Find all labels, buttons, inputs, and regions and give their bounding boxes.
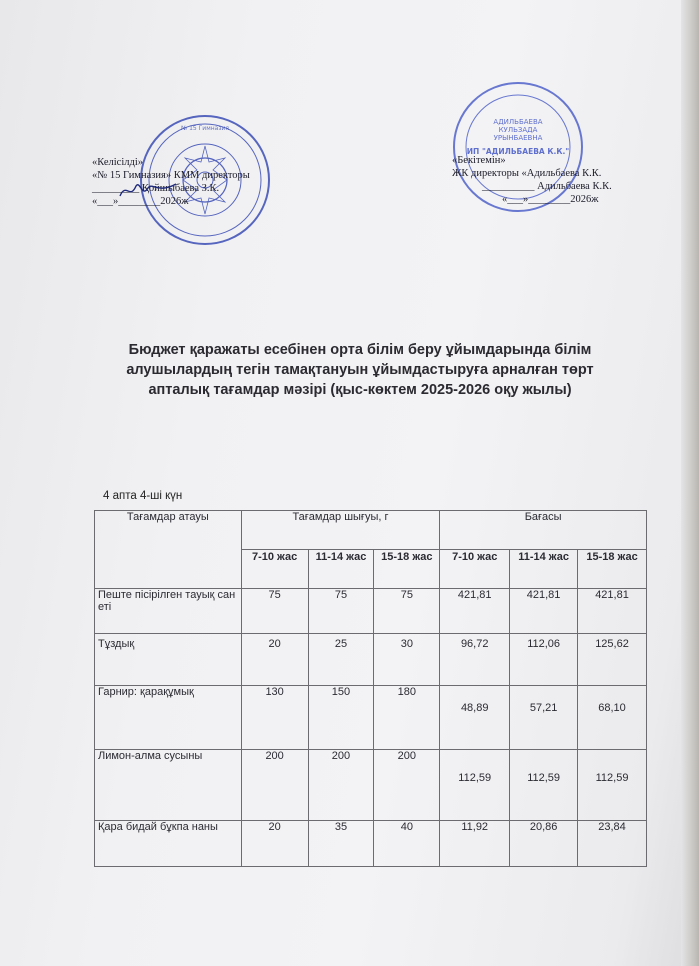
age-group-header: 15-18 жас: [578, 550, 647, 589]
document-title: Бюджет қаражаты есебінен орта білім беру ұйымдарында білім алушылардың тегін тамақтануын ұйымдастыруға арналған төрт апталық тағамдар мәзірі (қыс-көктем 2025-2026 оқу жылы): [126, 342, 594, 398]
header-dish-name: Тағамдар атауы: [95, 511, 242, 589]
approval-left-line2: «№ 15 Гимназия» КММ директоры: [92, 170, 250, 181]
yield-cell: 150: [308, 686, 374, 750]
age-group-header: 7-10 жас: [440, 550, 510, 589]
price-cell: 23,84: [578, 821, 647, 867]
dish-name: Пеште пісірілген тауық сан еті: [95, 589, 242, 634]
price-cell: 96,72: [440, 634, 510, 686]
table-row: [95, 821, 647, 867]
approval-right-line4: «___»________2026ж: [502, 194, 599, 205]
age-group-header: 15-18 жас: [374, 550, 440, 589]
price-cell: 112,06: [510, 634, 578, 686]
approval-left-line4: «___»________2026ж: [92, 196, 189, 207]
menu-table: [94, 510, 647, 867]
approval-left-line1: «Келісілді»: [92, 157, 143, 168]
price-cell: 112,59: [440, 750, 510, 821]
dish-name: Тұздық: [95, 634, 242, 686]
yield-cell: 130: [241, 686, 308, 750]
dish-name: Лимон-алма сусыны: [95, 750, 242, 821]
price-cell: 112,59: [578, 750, 647, 821]
seal-name1: АДИЛЬБАЕВА: [493, 118, 543, 126]
yield-cell: 20: [241, 821, 308, 867]
yield-cell: 75: [374, 589, 440, 634]
yield-cell: 30: [374, 634, 440, 686]
yield-cell: 40: [374, 821, 440, 867]
price-cell: 421,81: [578, 589, 647, 634]
table-row: [95, 686, 647, 750]
approval-left-line3: _________ Қойшыбаева З.К.: [92, 183, 220, 194]
price-cell: 68,10: [578, 686, 647, 750]
price-cell: 57,21: [510, 686, 578, 750]
day-label: 4 апта 4-ші күн: [103, 490, 183, 502]
approval-right-line3: __________ Адильбаева К.К.: [482, 181, 612, 192]
seal-name2: КУЛЬЗАДА: [498, 126, 538, 134]
yield-cell: 200: [241, 750, 308, 821]
yield-cell: 25: [308, 634, 374, 686]
price-cell: 421,81: [440, 589, 510, 634]
approval-right-line1: «Бекітемін»: [452, 155, 506, 166]
seal-text: № 15 Гимназия: [180, 125, 230, 132]
price-cell: 11,92: [440, 821, 510, 867]
yield-cell: 200: [374, 750, 440, 821]
approval-right: [452, 154, 612, 206]
approval-right-line2: ЖК директоры «Адильбаева К.К.: [452, 168, 602, 179]
seal-name3: УРЫНБАЕВНА: [493, 134, 543, 142]
signature-left: [118, 178, 178, 202]
yield-cell: 20: [241, 634, 308, 686]
price-cell: 112,59: [510, 750, 578, 821]
table-row: [95, 750, 647, 821]
dish-name: Қара бидай бұкпа наны: [95, 821, 242, 867]
table-row: [95, 634, 647, 686]
dish-name: Гарнир: қарақұмық: [95, 686, 242, 750]
age-group-header: 7-10 жас: [241, 550, 308, 589]
price-cell: 421,81: [510, 589, 578, 634]
yield-cell: 35: [308, 821, 374, 867]
header-price: Бағасы: [440, 511, 647, 550]
yield-cell: 180: [374, 686, 440, 750]
seal-ip: ИП "АДИЛЬБАЕВА К.К.": [466, 147, 570, 156]
price-cell: 20,86: [510, 821, 578, 867]
yield-cell: 200: [308, 750, 374, 821]
price-cell: 48,89: [440, 686, 510, 750]
yield-cell: 75: [241, 589, 308, 634]
header-yield: Тағамдар шығуы, г: [241, 511, 440, 550]
page-edge: [681, 0, 699, 966]
table-row: [95, 589, 647, 634]
age-group-header: 11-14 жас: [308, 550, 374, 589]
price-cell: 125,62: [578, 634, 647, 686]
age-group-header: 11-14 жас: [510, 550, 578, 589]
yield-cell: 75: [308, 589, 374, 634]
